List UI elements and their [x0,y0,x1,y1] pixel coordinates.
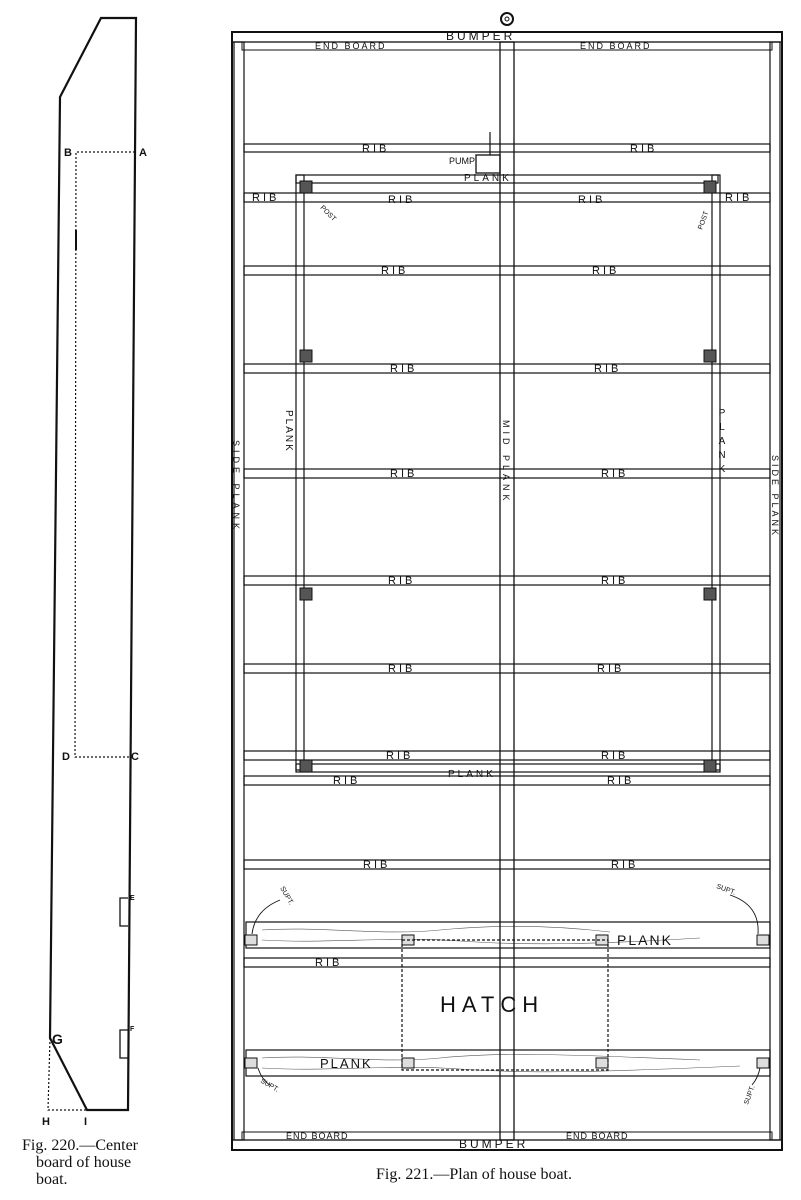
outer-frame [232,32,782,1150]
point-label-f: F [130,1026,135,1033]
label-rib-6l: RIB [388,575,416,587]
label-rib-2b: RIB [388,194,416,206]
rib-8 [244,751,770,760]
post-mid-right-1 [704,350,716,362]
fig220-caption [22,1137,182,1188]
label-rib-1l: RIB [362,143,390,155]
notch-f [120,1030,128,1058]
fig221-caption-text: Fig. 221.—Plan of house boat. [376,1166,572,1183]
post-mid-left-1 [300,350,312,362]
mooring-ring [501,13,513,25]
label-rib-5r: RIB [601,468,629,480]
label-end-board-top-right: END BOARD [580,41,652,51]
label-rib-7r: RIB [597,663,625,675]
post-bottom-left [300,760,312,772]
notch-e [120,898,128,926]
label-rib-10r: RIB [611,859,639,871]
plank-frame-left [296,175,304,770]
rib-2 [244,193,770,202]
fig221-caption [376,1166,676,1183]
label-side-plank-left: SIDE PLANK [231,440,241,534]
pump [476,155,500,173]
point-label-a: A [139,147,147,159]
point-label-e: E [130,895,135,902]
fig221-labels [231,29,780,1151]
label-end-board-top-left: END BOARD [315,41,387,51]
label-rib-2d: RIB [725,192,753,204]
point-label-d: D [62,751,70,763]
center-board-outline [50,18,136,1110]
mid-plank [500,42,514,1140]
hatch-corner-bl [402,1058,414,1068]
label-rib-1r: RIB [630,143,658,155]
label-rib-10l: RIB [363,859,391,871]
label-rib-4r: RIB [594,363,622,375]
rib-3 [244,266,770,275]
label-rib-2a: RIB [252,192,280,204]
label-end-board-bottom-right: END BOARD [566,1131,629,1141]
rib-4 [244,364,770,373]
wood-grain-upper-1 [262,926,610,932]
label-rib-5l: RIB [390,468,418,480]
side-plank-left [234,42,244,1140]
label-supt-tr: SUPT. [715,883,737,897]
label-rib-8l: RIB [386,750,414,762]
label-rib-8r: RIB [601,750,629,762]
fig220-caption-line1: Fig. 220.—Center [22,1137,138,1154]
label-rib-9l: RIB [333,775,361,787]
hatch-plank-upper [246,922,770,948]
plank-frame-bottom [296,764,720,772]
label-plank-bottom: PLANK [448,769,496,780]
rib-1 [244,144,770,152]
fig220-caption-line2: board of house [36,1154,132,1171]
label-plank-hatch-lower: PLANK [320,1056,373,1071]
label-plank-right-vertical: PLANK [716,408,728,478]
fig220-center-board [48,18,136,1110]
post-mid-left-2 [300,588,312,600]
post-top-left [300,181,312,193]
support-upper-right [757,935,769,945]
label-rib-11l: RIB [315,957,343,969]
dotted-rectangle-abcd [75,152,135,757]
supt-leader-tr [730,895,758,934]
mooring-ring-inner [505,17,509,21]
label-rib-6r: RIB [601,575,629,587]
label-rib-7l: RIB [388,663,416,675]
label-pump: PUMP [449,156,476,166]
label-plank-left-vertical: PLANK [283,410,294,453]
label-rib-2c: RIB [578,194,606,206]
label-bumper-top: BUMPER [446,29,516,43]
label-supt-br: SUPT. [743,1084,757,1106]
label-rib-3r: RIB [592,265,620,277]
support-lower-left [245,1058,257,1068]
label-plank-top: PLANK [464,173,512,184]
rib-7 [244,664,770,673]
fig220-caption-line3: boat. [36,1171,68,1188]
point-label-i: I [84,1116,88,1128]
hatch-corner-br [596,1058,608,1068]
label-side-plank-right: SIDE PLANK [770,455,780,539]
point-label-g: G [52,1031,63,1047]
label-rib-4l: RIB [390,363,418,375]
label-rib-3l: RIB [381,265,409,277]
label-plank-hatch-upper: PLANK [617,932,673,948]
label-rib-9r: RIB [607,775,635,787]
post-mid-right-2 [704,588,716,600]
point-label-b: B [64,147,72,159]
label-post-left: POST [318,204,338,223]
rib-10 [244,860,770,869]
support-lower-right [757,1058,769,1068]
post-top-right [704,181,716,193]
support-upper-left [245,935,257,945]
label-mid-plank: MID PLANK [501,420,511,505]
label-supt-tl: SUPT. [278,885,295,907]
label-hatch: HATCH [440,992,545,1017]
label-bumper-bottom: BUMPER [459,1137,529,1151]
label-end-board-bottom-left: END BOARD [286,1131,349,1141]
point-label-c: C [131,751,139,763]
rib-6 [244,576,770,585]
side-plank-right [770,42,780,1140]
supt-leader-tl [252,900,280,934]
post-bottom-right [704,760,716,772]
rib-9 [244,776,770,785]
label-supt-bl: SUPT. [259,1077,280,1094]
label-post-right: POST [697,210,711,231]
point-label-h: H [42,1116,50,1128]
